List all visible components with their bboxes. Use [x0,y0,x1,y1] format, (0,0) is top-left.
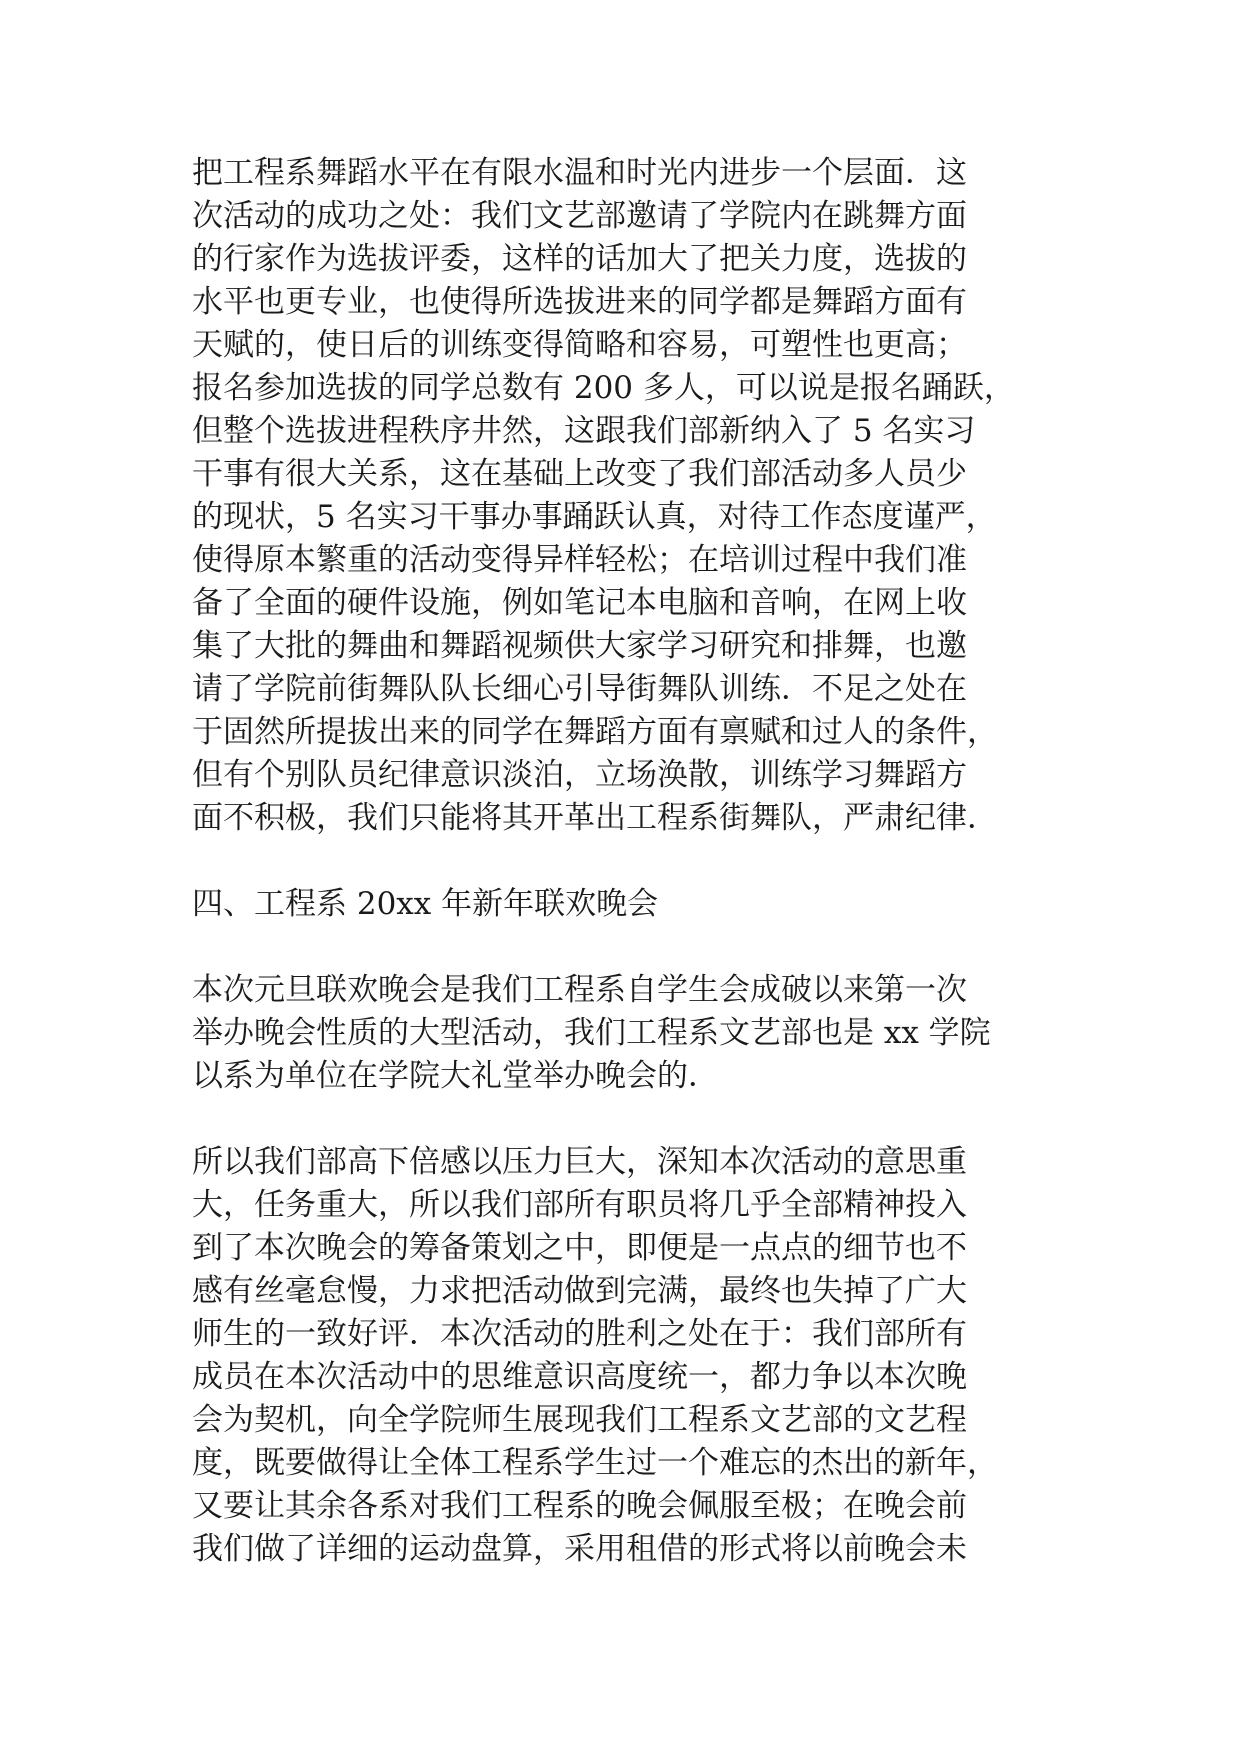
text-line: 水平也更专业，也使得所选拔进来的同学都是舞蹈方面有 [192,284,967,320]
text-line: 成员在本次活动中的思维意识高度统一，都力争以本次晚 [192,1359,967,1395]
paragraph-gala-preparation [192,1141,1052,1571]
text-line: 我们做了详细的运动盘算，采用租借的形式将以前晚会未 [192,1531,967,1567]
text-line: 备了全面的硬件设施，例如笔记本电脑和音响，在网上收 [192,585,967,621]
text-line: 本次元旦联欢晚会是我们工程系自学生会成破以来第一次 [192,972,967,1008]
text-line: 干事有很大关系，这在基础上改变了我们部活动多人员少 [192,456,967,492]
text-line: 面不积极，我们只能将其开革出工程系街舞队，严肃纪律． [192,800,998,836]
text-line: 但整个选拔进程秩序井然，这跟我们部新纳入了 5 名实习 [192,413,976,449]
text-line: 师生的一致好评．本次活动的胜利之处在于：我们部所有 [192,1316,967,1352]
paragraph-new-year-gala-intro [192,969,1052,1098]
text-line: 把工程系舞蹈水平在有限水温和时光内进步一个层面．这 [192,155,967,191]
text-line: 又要让其余各系对我们工程系的晚会佩服至极；在晚会前 [192,1488,967,1524]
text-line: 举办晚会性质的大型活动，我们工程系文艺部也是 xx 学院 [192,1015,991,1051]
text-line: 请了学院前街舞队队长细心引导街舞队训练．不足之处在 [192,671,967,707]
text-line: 的行家作为选拔评委，这样的话加大了把关力度，选拔的 [192,241,967,277]
text-line: 到了本次晚会的筹备策划之中，即便是一点点的细节也不 [192,1230,967,1266]
document-body [192,152,1052,1571]
text-line: 集了大批的舞曲和舞蹈视频供大家学习研究和排舞，也邀 [192,628,967,664]
text-line: 大，任务重大，所以我们部所有职员将几乎全部精神投入 [192,1187,967,1223]
text-line: 报名参加选拔的同学总数有 200 多人，可以说是报名踊跃， [192,370,1015,406]
text-line: 会为契机，向全学院师生展现我们工程系文艺部的文艺程 [192,1402,967,1438]
text-line: 使得原本繁重的活动变得异样轻松；在培训过程中我们准 [192,542,967,578]
text-line: 但有个别队员纪律意识淡泊，立场涣散，训练学习舞蹈方 [192,757,967,793]
text-line: 于固然所提拔出来的同学在舞蹈方面有禀赋和过人的条件， [192,714,998,750]
paragraph-dance-selection [192,152,1052,840]
text-line: 以系为单位在学院大礼堂举办晚会的． [192,1058,719,1094]
paragraph-spacer [192,840,1052,883]
text-line: 度，既要做得让全体工程系学生过一个难忘的杰出的新年， [192,1445,998,1481]
text-line: 所以我们部高下倍感以压力巨大，深知本次活动的意思重 [192,1144,967,1180]
section-heading: 四、工程系 20xx 年新年联欢晚会 [192,886,659,922]
text-line: 的现状，5 名实习干事办事踊跃认真，对待工作态度谨严， [192,499,997,535]
text-line: 次活动的成功之处：我们文艺部邀请了学院内在跳舞方面 [192,198,967,234]
text-line: 天赋的，使日后的训练变得简略和容易，可塑性也更高； [192,327,967,363]
paragraph-spacer [192,926,1052,969]
paragraph-spacer [192,1098,1052,1141]
text-line: 感有丝毫怠慢，力求把活动做到完满，最终也失掉了广大 [192,1273,967,1309]
